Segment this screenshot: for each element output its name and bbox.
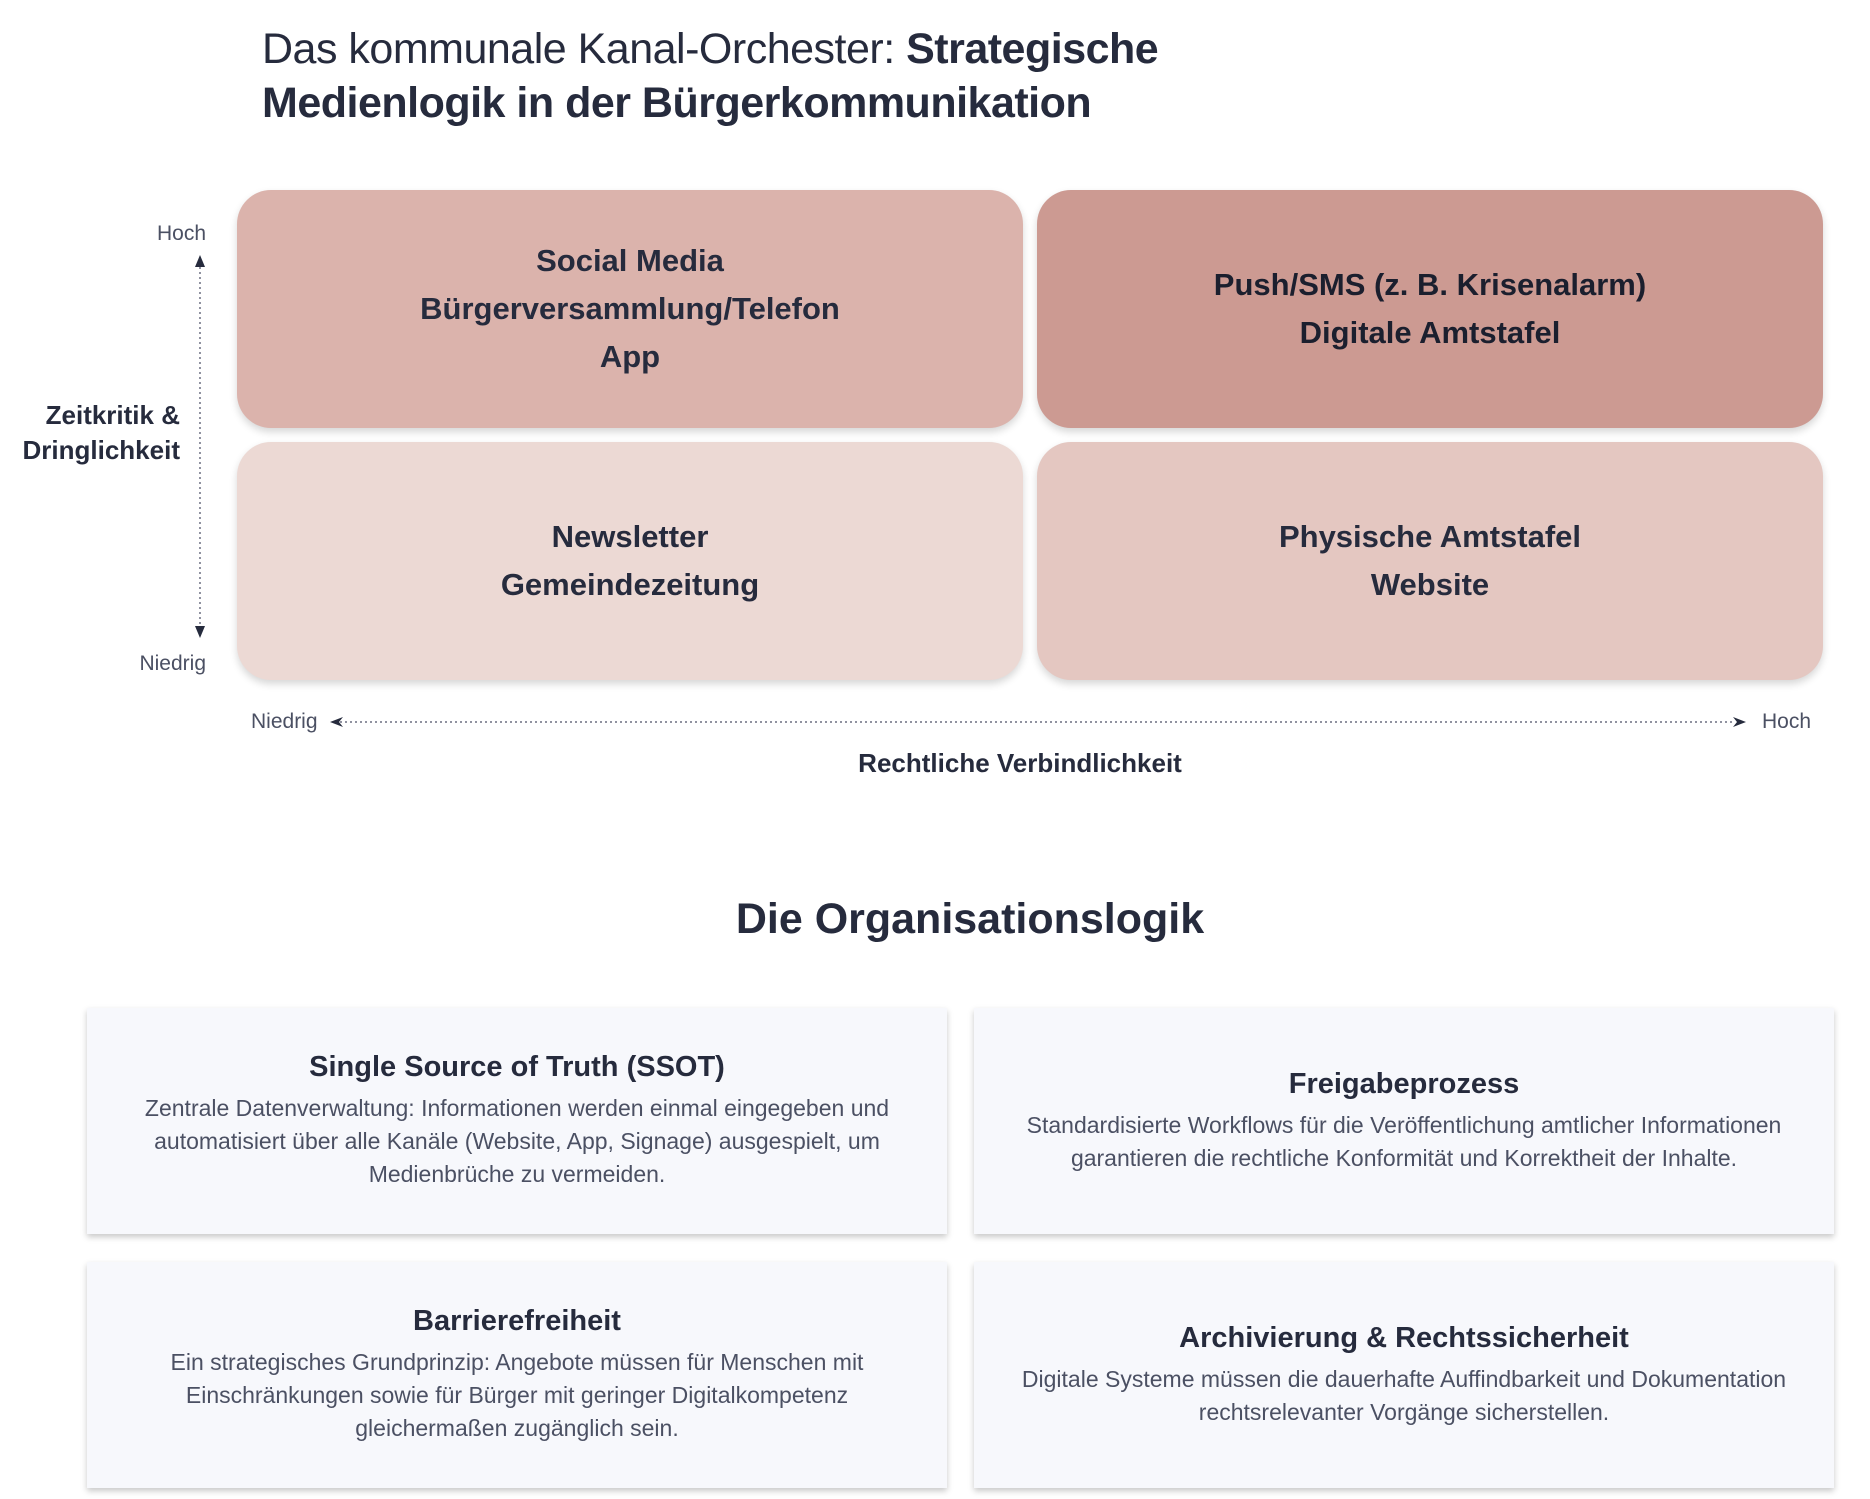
card-archivierung [974,1262,1834,1488]
x-axis-label: Rechtliche Verbindlichkeit [858,748,1182,778]
x-axis-low-label: Niedrig [251,710,318,733]
quadrant-bottom-left [237,442,1023,680]
x-axis-arrow-right [1733,717,1746,727]
y-axis-low-label: Niedrig [139,652,206,675]
y-axis-high-label: Hoch [156,222,206,245]
section-title: Die Organisationslogik [735,895,1205,943]
title-part-bold: Strategische Medienlogik in der Bürgerkommunikation [262,25,1159,127]
card-title: Barrierefreiheit [413,1305,621,1337]
card-barrierefreiheit [87,1262,947,1488]
card-title: Archivierung & Rechtssicherheit [1179,1321,1629,1354]
card-text: Digitale Systeme müssen die dauerhafte Auffindbarkeit und Dokumentation rechtsrelevanter Vorgänge sicherstellen. [1021,1365,1787,1425]
card-text: Standardisierte Workflows für die Veröffentlichung amtlicher Informationen garantieren die rechtliche Konformität und Korrektheit der Inhalte. [1026,1111,1782,1171]
y-axis-arrow-up [195,255,205,267]
card-title: Single Source of Truth (SSOT) [309,1051,725,1083]
card-freigabeprozess [974,1008,1834,1234]
title-part-regular: Das kommunale Kanal-Orchester: [262,25,907,73]
y-axis-label: Zeitkritik & Dringlichkeit [22,400,180,465]
quadrant-top-right [1037,190,1823,428]
card-text: Ein strategisches Grundprinzip: Angebote müssen für Menschen mit Einschränkungen sowie für Bürger mit geringer Digitalkompetenz gleichermaßen zugänglich sein. [170,1349,864,1441]
y-axis-arrow-down [195,626,205,638]
quadrant-item: Website [1370,567,1490,602]
quadrant-item: Bürgerversammlung/Telefon [420,291,840,326]
quadrant-item: Social Media [536,243,724,278]
quadrant-bottom-right [1037,442,1823,680]
quadrant-item: Physische Amtstafel [1278,519,1582,554]
card-title: Freigabeprozess [1288,1067,1520,1100]
quadrant-item: Digitale Amtstafel [1299,315,1561,350]
quadrant-item: Newsletter [551,519,709,554]
card-ssot [87,1008,947,1234]
quadrant-item: App [599,339,661,374]
x-axis-high-label: Hoch [1762,710,1812,733]
card-text: Zentrale Datenverwaltung: Informationen werden einmal eingegeben und automatisiert über alle Kanäle (Website, App, Signage) ausgespielt, um Medienbrüche zu vermeiden. [144,1095,890,1187]
quadrant-item: Gemeindezeitung [500,567,760,602]
quadrant-item: Push/SMS (z. B. Krisenalarm) [1213,267,1647,302]
quadrant-top-left [237,190,1023,428]
